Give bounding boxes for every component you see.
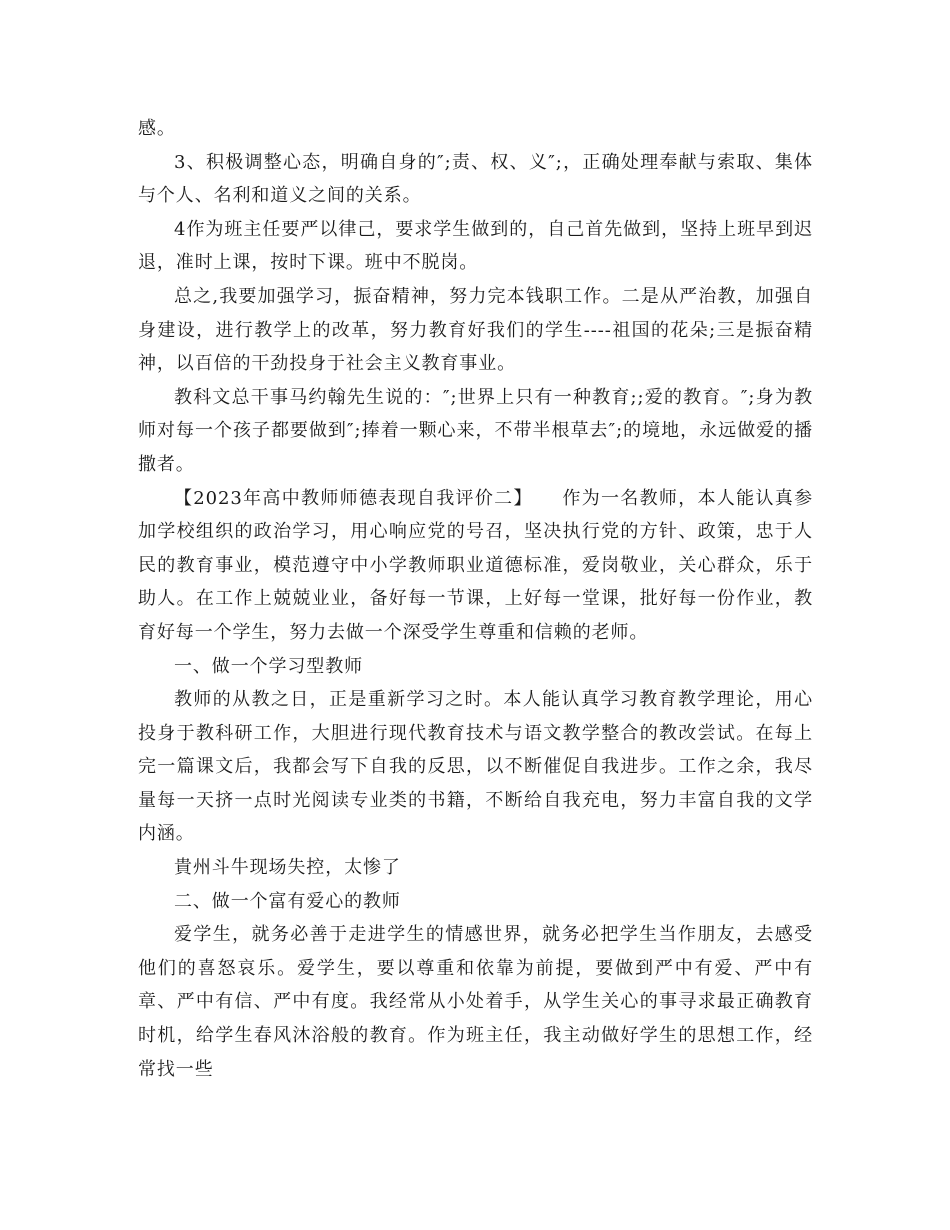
paragraph-caring: 爱学生，就务必善于走进学生的情感世界，就务必把学生当作朋友，去感受他们的喜怒哀乐。爱学生，要以尊重和依靠为前提，要做到严中有爱、严中有章、严中有信、严中有度。我经常从小处着手，从学生关心的事寻求最正确教育时机，给学生春风沐浴般的教育。作为班主任，我主动做好学生的思想工作，经常找一些 — [138, 924, 813, 1080]
paragraph-continuation: 感。 — [138, 118, 176, 139]
section-heading-caring-teacher: 二、做一个富有爱心的教师 — [174, 890, 401, 912]
paragraph-item-4: 4作为班主任要严以律己，要求学生做到的，自己首先做到，坚持上班早到迟退，准时上课，按时下课。班中不脱岗。 — [138, 218, 813, 274]
paragraph-section-two-intro: 【2023年高中教师师德表现自我评价二】 作为一名教师，本人能认真参加学校组织的政治学习，用心响应党的号召，坚决执行党的方针、政策，忠于人民的教育事业，模范遵守中小学教师职业道德标准，爱岗敬业，关心群众，乐于助人。在工作上兢兢业业，备好每一节课，上好每一堂课，批好每一份作业，教育好每一个学生，努力去做一个深受学生尊重和信赖的老师。 — [138, 487, 813, 643]
paragraph-learning: 教师的从教之日，正是重新学习之时。本人能认真学习教育教学理论，用心投身于教科研工作，大胆进行现代教育技术与语文教学整合的教改尝试。在每上完一篇课文后，我都会写下自我的反思，以不断催促自我进步。工作之余，我尽量每一天挤一点时光阅读专业类的书籍，不断给自我充电，努力丰富自我的文学内涵。 — [138, 689, 813, 845]
paragraph-item-3: 3、积极调整心态，明确自身的″;责、权、义″;，正确处理奉献与索取、集体与个人、名利和道义之间的关系。 — [138, 151, 813, 207]
section-heading-learning-teacher: 一、做一个学习型教师 — [174, 655, 363, 677]
paragraph-inserted-line: 貴州斗牛现场失控，太惨了 — [174, 857, 401, 879]
paragraph-summary: 总之,我要加强学习，振奋精神，努力完本钱职工作。二是从严治教，加强自身建设，进行教学上的改革，努力教育好我们的学生----祖国的花朵;三是振奋精神，以百倍的干劲投身于社会主义教育事业。 — [138, 285, 813, 375]
paragraph-quote: 教科文总干事马约翰先生说的：″;世界上只有一种教育;;爱的教育。″;身为教师对每一个孩子都要做到″;捧着一颗心来，不带半根草去″;的境地，永远做爱的播撒者。 — [138, 386, 813, 475]
document-page — [138, 112, 813, 1086]
